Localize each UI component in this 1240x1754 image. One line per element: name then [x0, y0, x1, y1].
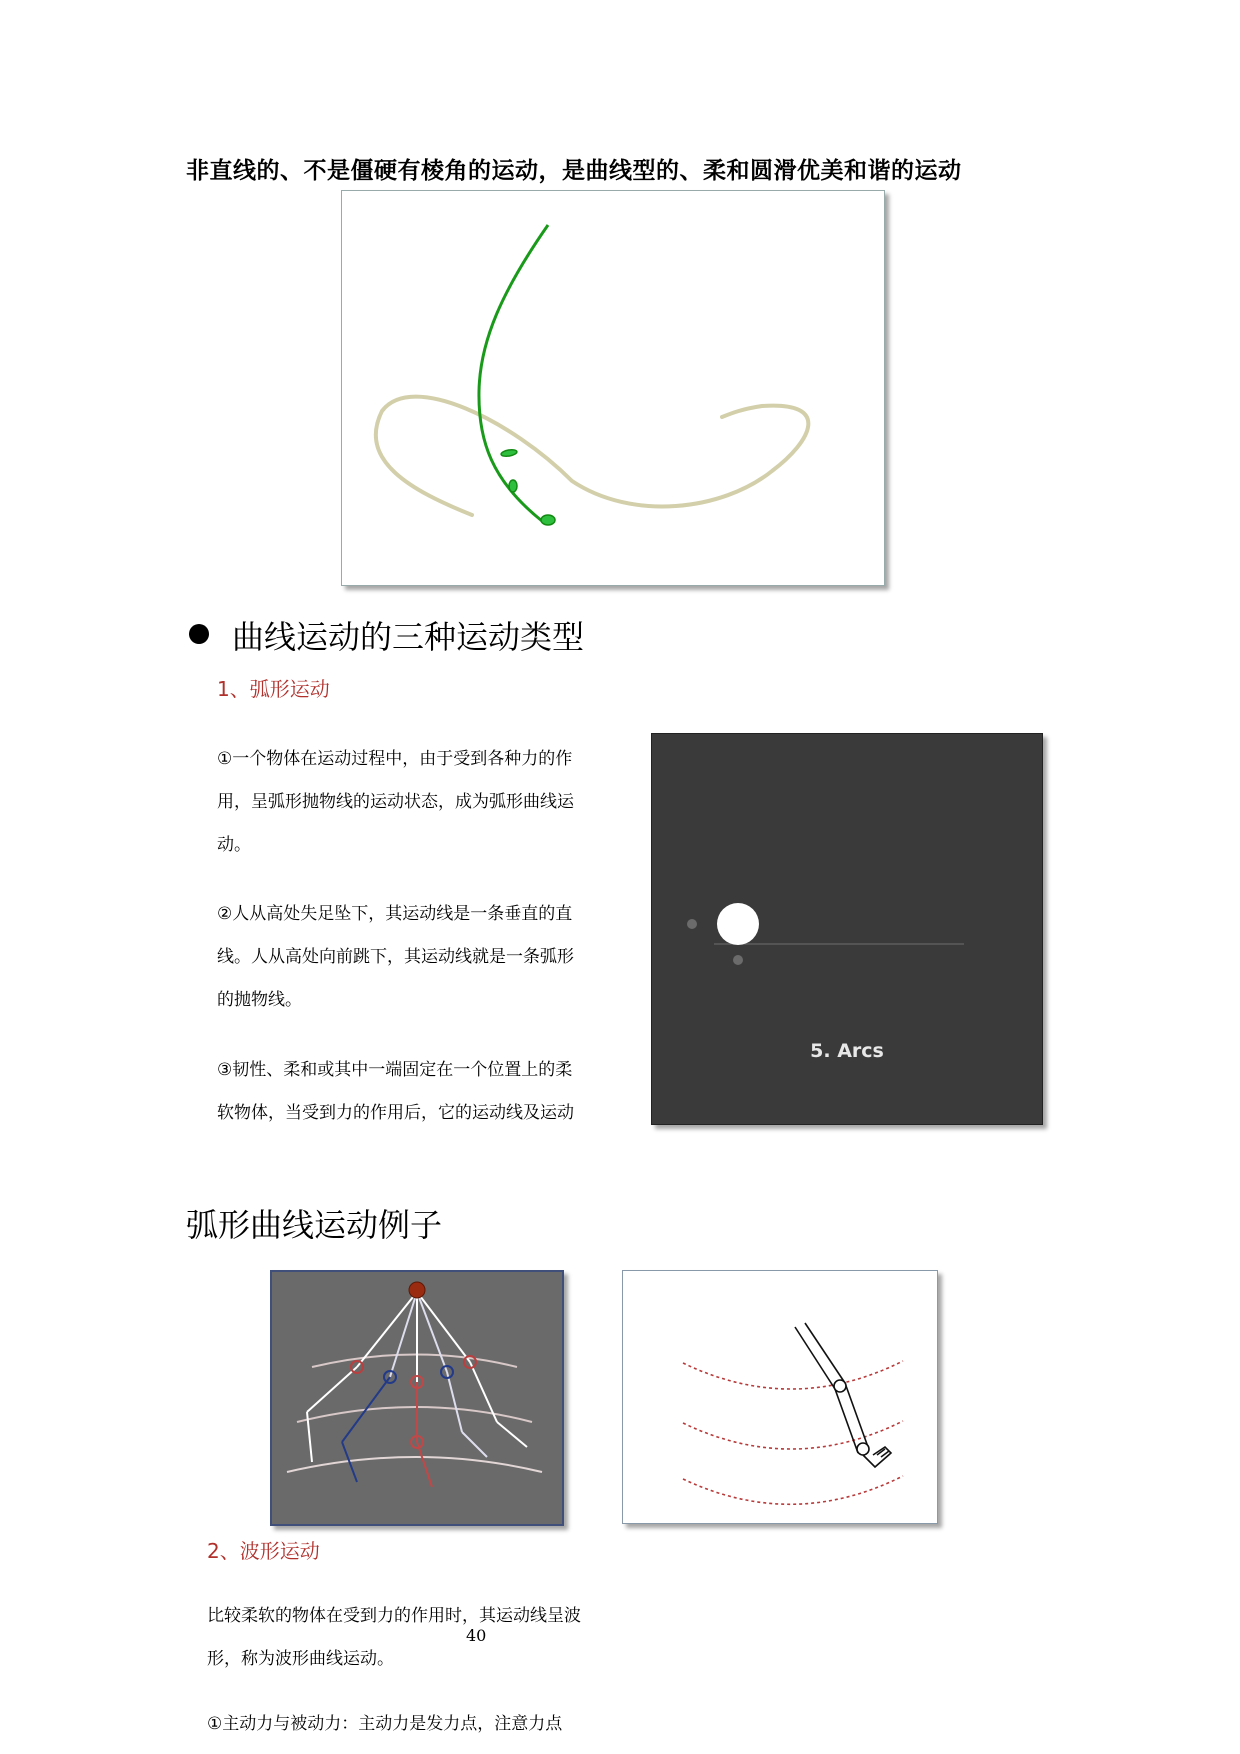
- leaf-shape: [509, 480, 517, 492]
- leg-swing-sketch: [270, 1270, 564, 1526]
- plant-stem-line: [479, 225, 548, 521]
- curve-motion-figure: [341, 190, 885, 586]
- hip-pivot: [409, 1282, 425, 1298]
- section-title: 曲线运动的三种运动类型: [232, 618, 585, 656]
- shin-line: [835, 1389, 858, 1453]
- wave-paragraph-2: [207, 1703, 647, 1746]
- arc-paragraph-3: [217, 1049, 637, 1135]
- dotted-arc-line: [683, 1361, 903, 1389]
- page-number: 40: [466, 1626, 487, 1645]
- text-line: 的抛物线。: [217, 990, 302, 1010]
- leaf-shape: [501, 449, 518, 458]
- figure-caption: 5. Arcs: [810, 1040, 884, 1062]
- text-line: 线。人从高处向前跳下，其运动线就是一条弧形: [217, 947, 574, 967]
- dotted-arc-line: [683, 1476, 903, 1504]
- text-line: ①主动力与被动力：主动力是发力点，注意力点: [207, 1714, 563, 1734]
- arc-motion-label: 1、弧形运动: [217, 677, 330, 701]
- leg-line: [462, 1432, 487, 1457]
- text-line: ③韧性、柔和或其中一端固定在一个位置上的柔: [217, 1060, 573, 1080]
- intro-heading: 非直线的、不是僵硬有棱角的运动，是曲线型的、柔和圆滑优美和谐的运动: [186, 158, 962, 184]
- wave-motion-label: 2、波形运动: [207, 1539, 320, 1563]
- dotted-arc-line: [683, 1421, 903, 1449]
- text-line: 用，呈弧形抛物线的运动状态，成为弧形曲线运: [217, 792, 574, 812]
- arc-paragraph-1: [217, 738, 637, 867]
- leaf-shape: [541, 515, 555, 525]
- ankle-joint: [857, 1443, 869, 1455]
- text-line: 软物体，当受到力的作用后，它的运动线及运动: [217, 1103, 574, 1123]
- leg-line: [417, 1442, 432, 1487]
- knee-joint: [834, 1380, 846, 1392]
- text-line: 动。: [217, 835, 251, 855]
- wave-path-line: [376, 397, 809, 515]
- leg-line: [342, 1377, 390, 1442]
- leg-line: [390, 1292, 417, 1377]
- text-line: ②人从高处失足坠下，其运动线是一条垂直的直: [217, 904, 573, 924]
- bouncing-ball: [717, 903, 759, 945]
- bullet-icon: [189, 624, 209, 644]
- text-line: 比较柔软的物体在受到力的作用时，其运动线呈波: [207, 1606, 581, 1626]
- arc-paragraph-2: [217, 893, 637, 1022]
- leg-line: [417, 1292, 447, 1372]
- wave-paragraph-1: [207, 1595, 647, 1681]
- ball-trail-dot: [733, 955, 743, 965]
- leg-line: [497, 1422, 527, 1447]
- ball-trail-dot: [687, 919, 697, 929]
- leg-line: [417, 1292, 470, 1362]
- examples-title: 弧形曲线运动例子: [186, 1206, 443, 1244]
- shin-line: [845, 1383, 868, 1447]
- text-line: ①一个物体在运动过程中，由于受到各种力的作: [217, 749, 573, 769]
- arc-guide-line: [312, 1355, 517, 1368]
- leg-arc-diagram: [622, 1270, 938, 1524]
- leg-line: [307, 1367, 357, 1412]
- leg-line: [447, 1372, 462, 1432]
- arcs-video-frame: [651, 733, 1043, 1125]
- arc-guide-line: [287, 1457, 542, 1472]
- text-line: 形，称为波形曲线运动。: [207, 1649, 394, 1669]
